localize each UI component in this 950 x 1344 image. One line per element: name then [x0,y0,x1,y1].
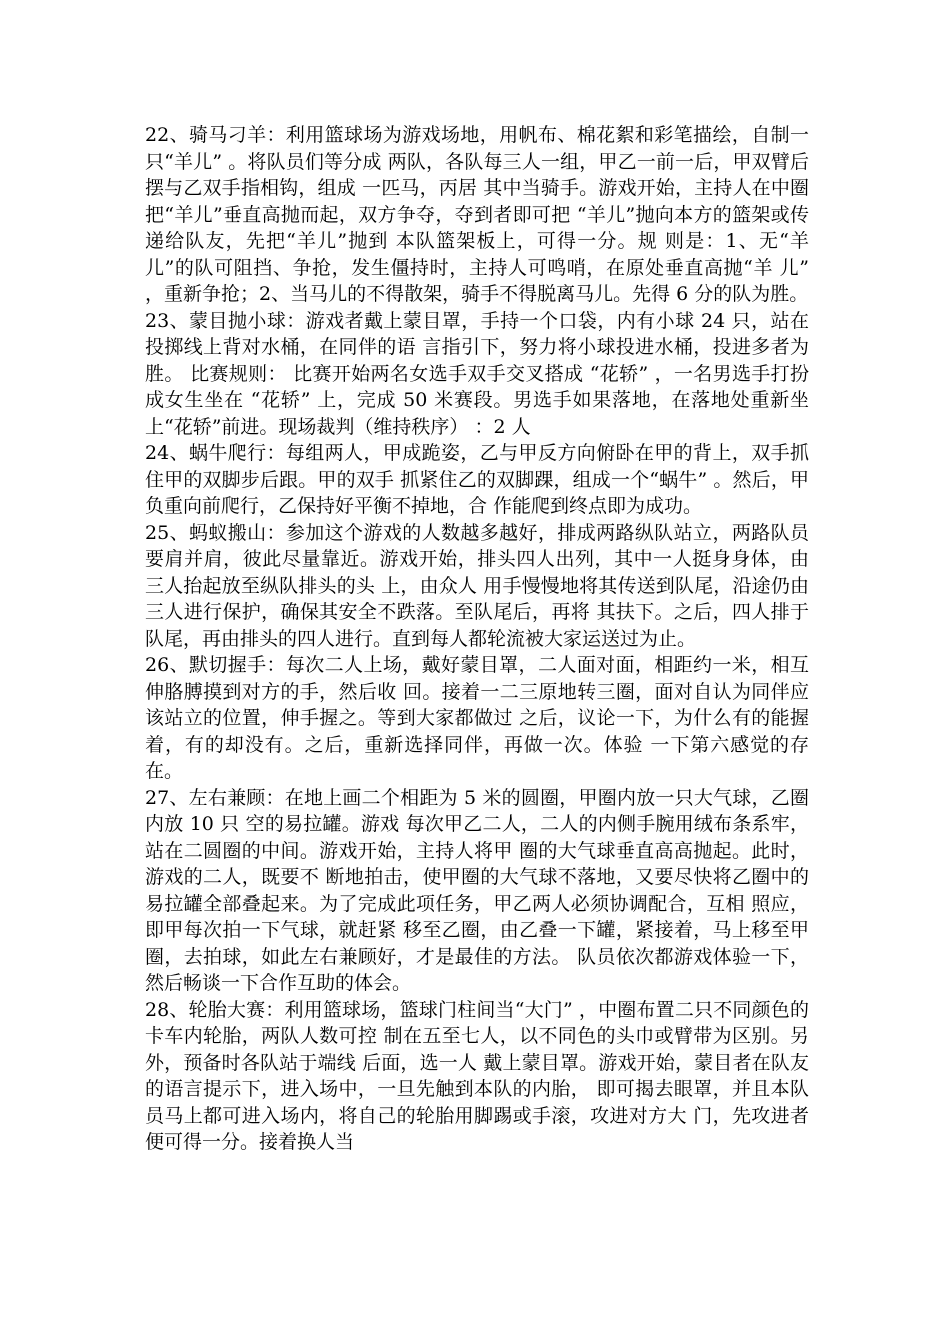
paragraph-28: 28、轮胎大赛：利用篮球场，篮球门柱间当“大门” ，中圈布置二只不同颜色的卡车内轮胎，两队人数可控 制在五至七人，以不同色的头巾或臂带为区别。另外，预备时各队站于端线 后面，选一人 戴上蒙目罩。游戏开始，蒙目者在队友的语言提示下，进入场中，一旦先触到本队的内胎， 即可揭去眼罩，并且本队员马上都可进入场内，将自己的轮胎用脚踢或手滚，攻进对方大 门，先攻进者便可得一分。接着换人当 [145,998,809,1153]
paragraph-24: 24、蜗牛爬行：每组两人，甲成跪姿，乙与甲反方向俯卧在甲的背上，双手抓住甲的双脚步后跟。甲的双手 抓紧住乙的双脚踝，组成一个“蜗牛” 。然后，甲负重向前爬行，乙保持好平衡不掉地，合 作能爬到终点即为成功。 [145,442,809,517]
paragraph-26: 26、默切握手：每次二人上场，戴好蒙目罩，二人面对面，相距约一米，相互伸胳膊摸到对方的手，然后收 回。接着一二三原地转三圈，面对自认为同伴应该站立的位置，伸手握之。等到大家都做过 之后，议论一下，为什么有的能握着，有的却没有。之后，重新选择同伴，再做一次。体验 一下第六感觉的存在。 [145,654,809,782]
paragraph-25: 25、蚂蚁搬山：参加这个游戏的人数越多越好，排成两路纵队站立，两路队员要肩并肩，彼此尽量靠近。游戏开始，排头四人出列，其中一人挺身身体，由三人抬起放至纵队排头的头 上，由众人 用手慢慢地将其传送到队尾，沿途仍由三人进行保护，确保其安全不跌落。至队尾后，再将 其扶下。之后，四人排于队尾，再由排头的四人进行。直到每人都轮流被大家运送过为止。 [145,521,809,650]
paragraph-27: 27、左右兼顾：在地上画二个相距为 5 米的圆圈，甲圈内放一只大气球，乙圈内放 10 只 空的易拉罐。游戏 每次甲乙二人，二人的内侧手腕用绒布条系牢，站在二圆圈的中间。游戏开始，主持人将甲 圈的大气球垂直高高抛起。此时，游戏的二人，既要不 断地拍击，使甲圈的大气球不落地，又要尽快将乙圈中的易拉罐全部叠起来。为了完成此项任务，甲乙两人必须协调配合，互相 照应，即甲每次拍一下气球，就赶紧 移至乙圈，由乙叠一下罐，紧接着，马上移至甲圈，去拍球，如此左右兼顾好，才是最佳的方法。 队员依次都游戏体验一下，然后畅谈一下合作互助的体会。 [145,786,809,994]
document-body [145,122,809,1156]
paragraph-22: 22、骑马刁羊：利用篮球场为游戏场地，用帆布、棉花絮和彩笔描绘，自制一只“羊儿” 。将队员们等分成 两队，各队每三人一组，甲乙一前一后，甲双臂后摆与乙双手指相钩，组成 一匹马，丙居 其中当骑手。游戏开始，主持人在中圈把“羊儿”垂直高抛而起，双方争夺，夺到者即可把 “羊儿”抛向本方的篮架或传递给队友，先把“羊儿”抛到 本队篮架板上，可得一分。规 则是：1、无“羊儿”的队可阻挡、争抢，发生僵持时，主持人可鸣哨，在原处垂直高抛“羊 儿” ，重新争抢；2、当马儿的不得散架，骑手不得脱离马儿。先得 6 分的队为胜。 [145,124,809,305]
paragraph-23: 23、蒙目抛小球：游戏者戴上蒙目罩，手持一个口袋，内有小球 24 只，站在投掷线上背对水桶，在同伴的语 言指引下，努力将小球投进水桶，投进多者为胜。 比赛规则： 比赛开始两名女选手双手交叉搭成 “花轿” ，一名男选手打扮成女生坐在 “花轿” 上，完成 50 米赛段。男选手如果落地，在落地处重新坐上“花轿”前进。现场裁判（维持秩序） ：2 人 [145,309,809,438]
